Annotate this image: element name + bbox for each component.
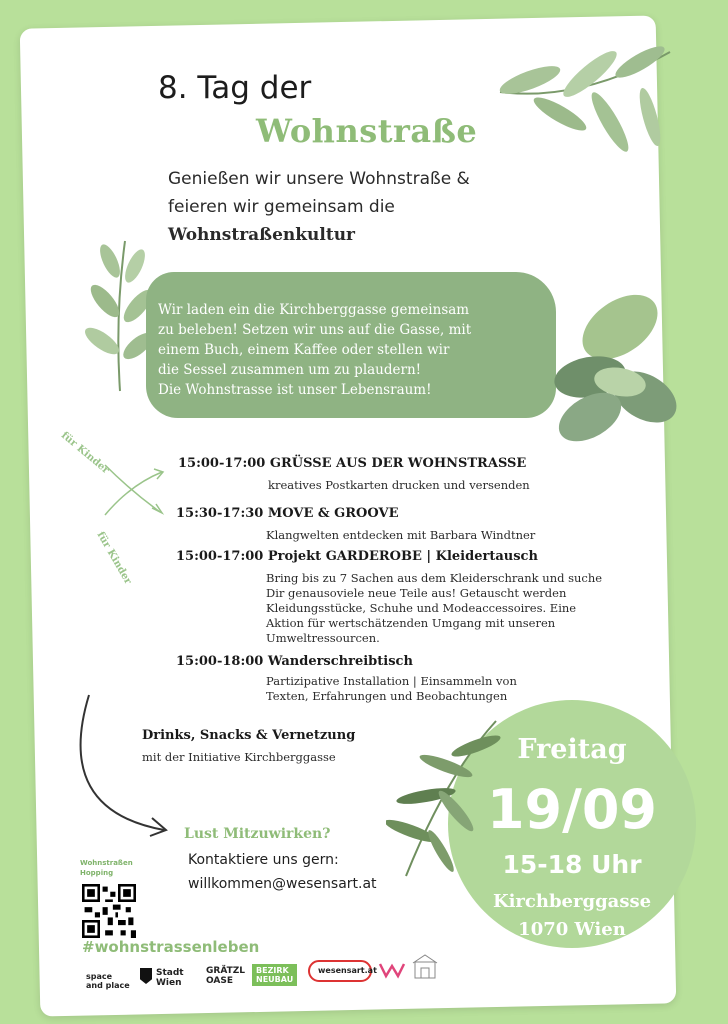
date-city: 1070 Wien (518, 919, 626, 940)
event-desc (266, 674, 517, 704)
qr-label-line1: Wohnstraßen (80, 859, 133, 867)
qr-code-icon[interactable] (82, 884, 136, 938)
intro-line2: feieren wir gemeinsam die (168, 197, 395, 217)
kinder-label-bottom: für Kinder (94, 530, 134, 587)
event-title: 15:30-17:30 MOVE & GROOVE (176, 506, 399, 521)
date-street: Kirchberggasse (492, 891, 652, 912)
event-desc (266, 571, 602, 646)
curved-arrow-icon (64, 690, 184, 840)
title-line1: 8. Tag der (158, 70, 312, 106)
date-day: Freitag (517, 734, 627, 765)
crossing-arrows-icon (100, 460, 170, 520)
event-title: 15:00-18:00 Wanderschreibtisch (176, 654, 413, 669)
event-desc-line: Umweltressourcen. (266, 631, 380, 645)
event-desc: Klangwelten entdecken mit Barbara Windtner (266, 528, 536, 542)
event-title: 15:00-17:00 Projekt GARDEROBE | Kleidertausch (176, 549, 538, 564)
hashtag: #wohnstrassenleben (82, 938, 260, 956)
logo-text: space (86, 972, 113, 981)
logo-text: BEZIRK (256, 966, 289, 975)
invitation-line: die Sessel zusammen um zu plaudern! (158, 362, 422, 378)
logo-text: and (86, 981, 103, 990)
logo-graetzl-oase (206, 966, 245, 986)
invitation-text (158, 300, 558, 400)
mitwirken-title: Lust Mitzuwirken? (184, 826, 331, 842)
title-line2: Wohnstraße (256, 112, 478, 150)
intro-emphasis: Wohnstraßenkultur (168, 225, 356, 245)
logo-text: GRÄTZL (206, 966, 245, 976)
leaf-branch-circle (386, 716, 506, 886)
kinder-label-top: für Kinder (58, 430, 111, 477)
drinks-subtitle: mit der Initiative Kirchberggasse (142, 750, 336, 764)
invitation-line: einem Buch, einem Kaffee oder stellen wir (158, 342, 450, 358)
qr-label (80, 858, 133, 878)
event-desc-line: Partizipative Installation | Einsammeln von (266, 674, 517, 688)
event-desc-line: Aktion für wertschätzenden Umgang mit unseren (266, 616, 556, 630)
intro-text (168, 165, 470, 249)
logo-text: NEUBAU (256, 975, 294, 984)
date-location (448, 888, 696, 944)
logo-space-and-place (86, 972, 130, 990)
invitation-line: Die Wohnstrasse ist unser Lebensraum! (158, 382, 432, 398)
contact-email-link[interactable]: willkommen@wesensart.at (188, 876, 377, 892)
leaf-branch-top-right (490, 32, 680, 162)
logo-text: Wien (156, 978, 182, 988)
logo-text: place (105, 981, 130, 990)
logo-stadt-wien (156, 968, 184, 988)
event-desc-line: Texten, Erfahrungen und Beobachtungen (266, 689, 508, 703)
event-title: 15:00-17:00 GRÜSSE AUS DER WOHNSTRASSE (178, 456, 527, 471)
logo-text: Stadt (156, 968, 184, 978)
logo-text: OASE (206, 976, 234, 986)
date-date: 19/09 (486, 778, 657, 841)
drinks-title: Drinks, Snacks & Vernetzung (142, 728, 356, 743)
logo-bezirk-neubau (252, 964, 297, 986)
mitwirken-line: Kontaktiere uns gern: (188, 852, 339, 868)
intro-line1: Genießen wir unsere Wohnstraße & (168, 169, 470, 189)
qr-label-line2: Hopping (80, 869, 114, 877)
invitation-line: Wir laden ein die Kirchberggasse gemeinsam (158, 302, 470, 318)
invitation-line: zu beleben! Setzen wir uns auf die Gasse, mit (158, 322, 472, 338)
leaf-branch-left (80, 236, 150, 396)
event-desc-line: Kleidungsstücke, Schuhe und Modeaccessoires. Eine (266, 601, 577, 615)
date-time: 15-18 Uhr (502, 850, 642, 879)
leaf-cluster-right (540, 282, 680, 452)
logo-text (86, 981, 130, 990)
logo-wesensart (308, 960, 377, 982)
intro-line3 (168, 221, 470, 249)
event-desc-line: Dir genausoviele neue Teile aus! Getauscht werden (266, 586, 567, 600)
mitwirken-contact (188, 848, 377, 896)
event-desc: kreatives Postkarten drucken und versenden (268, 478, 530, 492)
logo-house-icon (412, 954, 438, 980)
logo-text: wesensart.at (318, 966, 377, 975)
logo-w-icon (378, 960, 406, 980)
event-desc-line: Bring bis zu 7 Sachen aus dem Kleiderschrank und suche (266, 571, 603, 585)
